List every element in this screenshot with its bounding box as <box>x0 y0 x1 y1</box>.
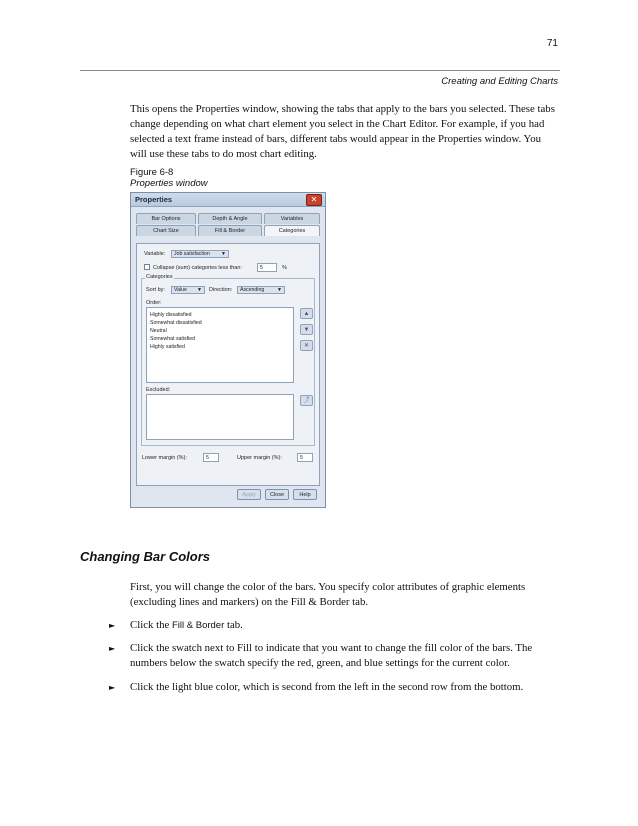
direction-select[interactable] <box>237 286 285 294</box>
dropdown-arrow-icon: ▼ <box>277 287 282 293</box>
step-text: Click the Fill & Border tab. <box>130 619 243 631</box>
sort-by-select[interactable] <box>171 286 205 294</box>
direction-value: Ascending <box>240 287 265 293</box>
list-item[interactable]: Highly satisfied <box>150 344 185 350</box>
step-text: Click the swatch next to Fill to indicate that you want to change the fill color of the bars. The numbers below the swatch specify the red, green, and blue settings for the current color. <box>130 642 533 669</box>
variable-label: Variable: <box>144 251 166 257</box>
header-rule <box>80 70 560 71</box>
sort-by-label: Sort by: <box>146 287 165 293</box>
close-icon[interactable]: ✕ <box>306 194 322 206</box>
tab-categories[interactable]: Categories <box>264 225 320 236</box>
order-label: Order: <box>146 300 162 306</box>
order-listbox[interactable] <box>146 307 294 383</box>
tab-row-2 <box>136 225 320 236</box>
arrow-up-icon: ▲ <box>303 311 310 317</box>
tab-row-1 <box>136 213 320 224</box>
variable-select[interactable] <box>171 250 229 258</box>
close-button[interactable]: Close <box>265 489 289 500</box>
tab-chart-size[interactable]: Chart Size <box>136 225 196 236</box>
lower-margin-label: Lower margin (%): <box>142 455 187 461</box>
remove-icon: ✕ <box>303 343 310 349</box>
figure-caption: Properties window <box>130 178 208 189</box>
upper-margin-input[interactable]: 5 <box>297 453 313 462</box>
tab-fill-border[interactable]: Fill & Border <box>198 225 262 236</box>
collapse-checkbox[interactable] <box>144 264 150 270</box>
step-item <box>109 618 559 633</box>
section-paragraph: First, you will change the color of the bars. You specify color attributes of graphic elements (excluding lines and markers) on the Fill & Border tab. <box>130 581 526 608</box>
list-item[interactable]: Neutral <box>150 328 167 334</box>
window-titlebar <box>131 193 325 207</box>
window-title: Properties <box>135 195 173 204</box>
lower-margin-input[interactable]: 5 <box>203 453 219 462</box>
tab-variables[interactable]: Variables <box>264 213 320 224</box>
move-up-button[interactable] <box>300 308 313 319</box>
collapse-threshold-input[interactable]: 5 <box>257 263 277 272</box>
dropdown-arrow-icon: ▼ <box>197 287 202 293</box>
sort-by-value: Value <box>174 287 187 293</box>
properties-window <box>130 192 326 508</box>
step-item <box>109 680 559 695</box>
restore-button[interactable] <box>300 395 313 406</box>
page-number: 71 <box>546 38 558 49</box>
categories-panel <box>136 243 320 486</box>
ui-term: Fill & Border <box>171 620 225 631</box>
step-bullet-icon: ► <box>109 644 116 653</box>
excluded-label: Excluded: <box>146 387 171 393</box>
dropdown-arrow-icon: ▼ <box>221 251 226 257</box>
apply-button[interactable]: Apply <box>237 489 261 500</box>
categories-group-title: Categories <box>146 274 173 280</box>
list-item[interactable]: Highly dissatisfied <box>150 312 192 318</box>
tab-depth-angle[interactable]: Depth & Angle <box>198 213 262 224</box>
collapse-percent-label: % <box>282 265 287 271</box>
exclude-button[interactable] <box>300 340 313 351</box>
variable-value: Job satisfaction <box>174 251 210 257</box>
restore-arrow-icon: ⤴ <box>303 398 310 404</box>
excluded-listbox[interactable] <box>146 394 294 440</box>
upper-margin-label: Upper margin (%): <box>237 455 282 461</box>
running-head: Creating and Editing Charts <box>441 76 558 87</box>
collapse-label: Collapse (sum) categories less than: <box>153 265 242 271</box>
arrow-down-icon: ▼ <box>303 327 310 333</box>
step-bullet-icon: ► <box>109 683 116 692</box>
step-item <box>109 641 559 671</box>
intro-paragraph: This opens the Properties window, showing the tabs that apply to the bars you selected. These tabs change depending on what chart element you select in the Chart Editor. For example, if you had selected a text frame instead of bars, different tabs would appear in the Properties window. You will use these tabs to do most chart editing. <box>130 103 555 160</box>
move-down-button[interactable] <box>300 324 313 335</box>
list-item[interactable]: Somewhat satisfied <box>150 336 195 342</box>
step-text: Click the light blue color, which is second from the left in the second row from the bottom. <box>130 681 524 693</box>
list-item[interactable]: Somewhat dissatisfied <box>150 320 202 326</box>
figure-label: Figure 6-8 <box>130 167 174 178</box>
direction-label: Direction: <box>209 287 233 293</box>
tab-bar-options[interactable]: Bar Options <box>136 213 196 224</box>
section-heading: Changing Bar Colors <box>80 549 211 564</box>
step-bullet-icon: ► <box>109 621 116 630</box>
help-button[interactable]: Help <box>293 489 317 500</box>
